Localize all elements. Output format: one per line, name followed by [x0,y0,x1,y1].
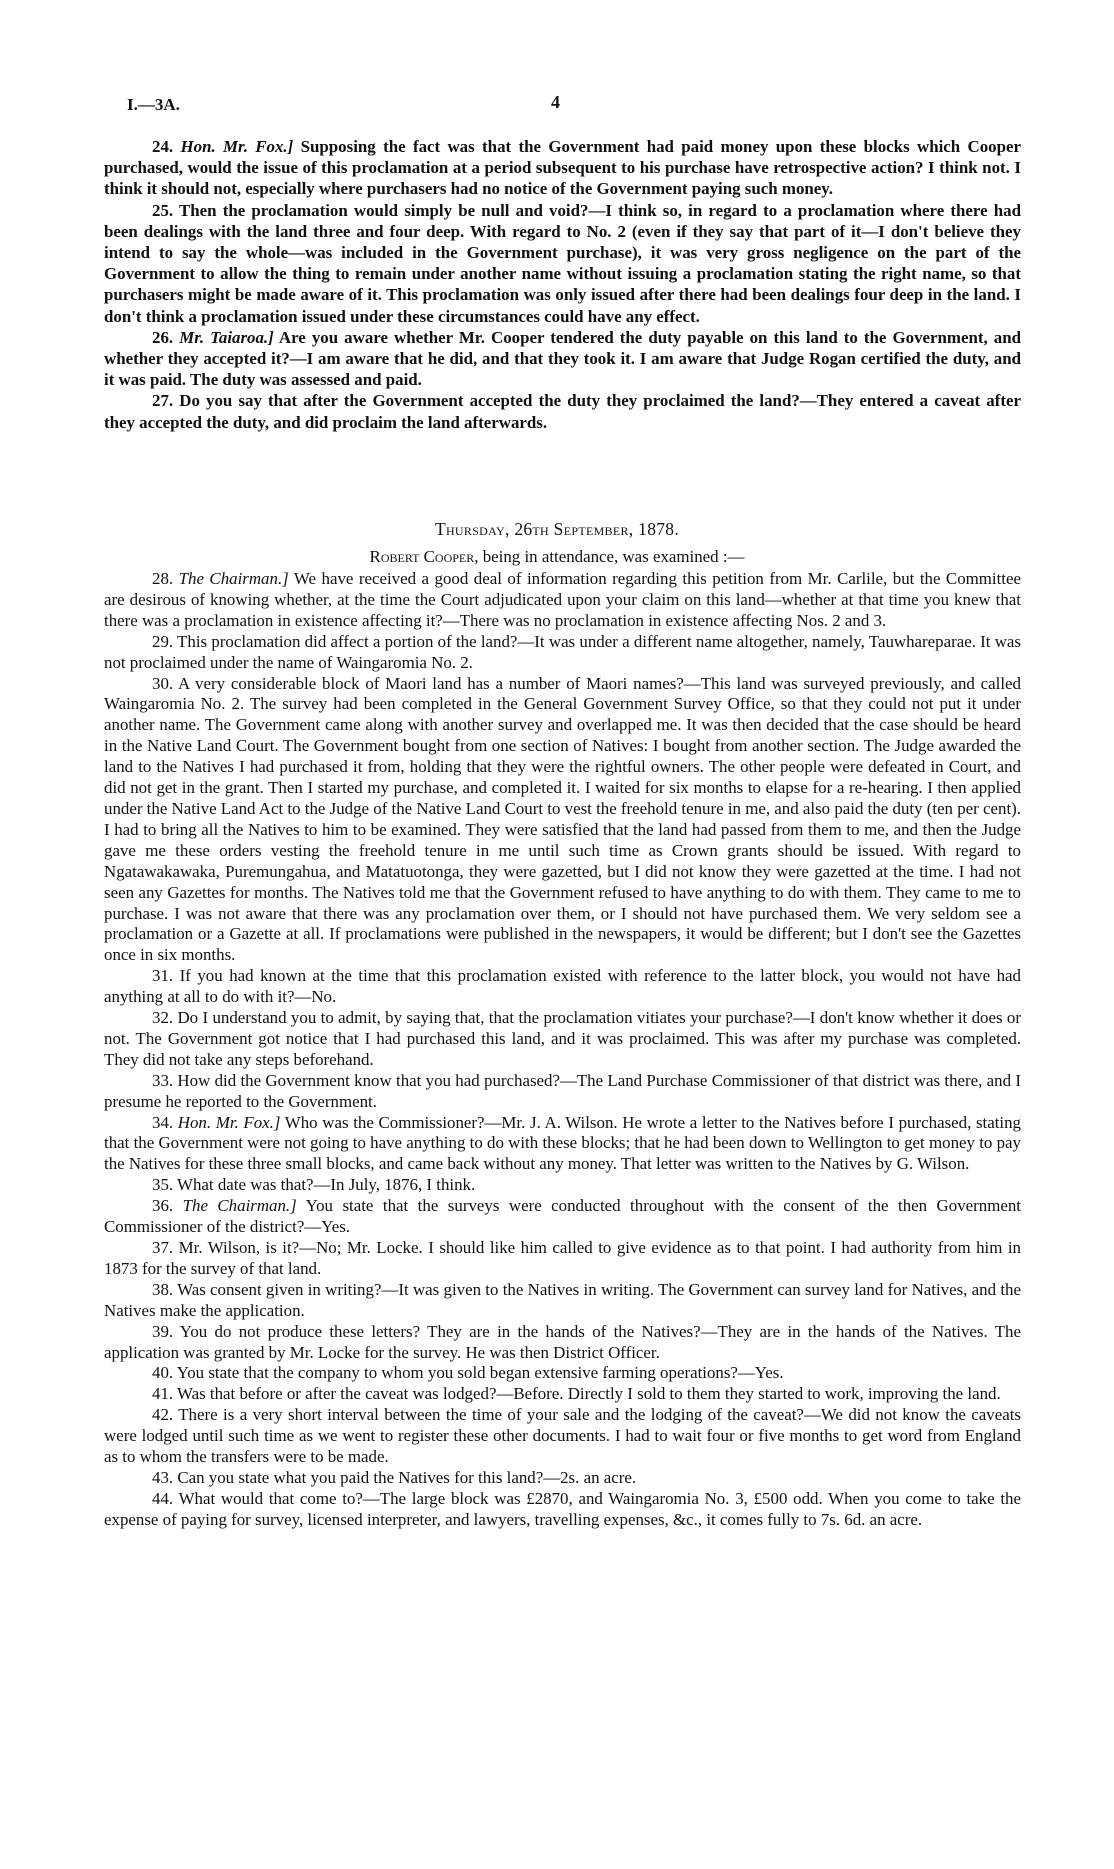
witness-name: Robert Cooper [369,547,475,566]
question-number: 34. [152,1112,174,1132]
question-text: Are you aware whether Mr. Cooper tendered the duty payable on this land to the Government, and whether they accepted it?—I am aware that he did, and that they took it. I am aware that Judge Rogan certified the duty, and it was paid. The duty was assessed and paid. [104,327,1021,390]
date-heading [0,519,1114,540]
question-number: 29. [152,631,174,651]
question-number: 25. [152,200,174,220]
question-paragraph [104,1489,1021,1531]
question-text: We have received a good deal of information regarding this petition from Mr. Carlile, but the Committee are desirous of knowing whether, at the time the Court adjudicated upon your claim on this land—whether at that time you knew that there was a proclamation in existence affecting it?—There was no proclamation in existence affecting Nos. 2 and 3. [104,569,1021,630]
question-paragraph [104,674,1021,967]
question-text: Supposing the fact was that the Government had paid money upon these blocks which Cooper purchased, would the issue of this proclamation at a period subsequent to his purchase have retrospective action? I think not. I think it should not, especially where purchasers had no notice of the Government paying such money. [104,137,1021,199]
question-number: 43. [152,1467,174,1487]
question-text: What date was that?—In July, 1876, I think. [173,1175,476,1195]
question-number: 35. [152,1175,174,1195]
question-text: Do you say that after the Government accepted the duty they proclaimed the land?—They entered a caveat after they accepted the duty, and did proclaim the land afterwards. [104,391,1021,432]
question-number: 42. [152,1405,174,1425]
question-paragraph [104,632,1021,674]
question-text: Was that before or after the caveat was lodged?—Before. Directly I sold to them they started to work, improving the land. [173,1384,1001,1404]
question-text: Who was the Commissioner?—Mr. J. A. Wilson. He wrote a letter to the Natives before I purchased, stating that the Government were not going to have anything to do with these blocks; that he had been down to Wellington to get money to pay the Natives for these three small blocks, and came back without any money. That letter was written to the Natives by G. Wilson. [104,1112,1021,1174]
question-number: 33. [152,1070,174,1090]
question-paragraph [104,1196,1021,1238]
speaker-label: The Chairman.] [182,1196,297,1216]
speaker-label: The Chairman.] [178,569,289,588]
question-text: Do I understand you to admit, by saying that, that the proclamation vitiates your purchase?—I don't know whether it does or not. The Government got notice that I had purchased this land, and it was proclaimed. This was after my purchase was completed. They did not take any steps beforehand. [104,1008,1021,1069]
question-paragraph [104,1468,1021,1489]
question-number: 40. [152,1363,174,1383]
question-paragraph [104,1363,1021,1384]
question-paragraph [104,1405,1021,1468]
question-text: There is a very short interval between the time of your sale and the lodging of the caveat?—We did not know the caveats were lodged until such time as we went to register these other documents. I had to wait four or five months to get word from England as to whom the transfers were to be made. [104,1405,1021,1467]
question-paragraph [104,200,1021,327]
question-text: This proclamation did affect a portion of the land?—It was under a different name altogether, namely, Tauwhareparae. It was not proclaimed under the name of Waingaromia No. 2. [104,631,1021,672]
question-number: 26. [152,327,174,347]
question-number: 44. [152,1488,174,1508]
question-number: 27. [152,391,174,411]
question-paragraph [104,1322,1021,1364]
evidence-section-2 [104,569,1021,1531]
question-text: You state that the surveys were conducted throughout with the consent of the then Government Commissioner of the district?—Yes. [104,1196,1021,1237]
question-text: Then the proclamation would simply be null and void?—I think so, in regard to a proclamation where there had been dealings with the land three and four deep. With regard to No. 2 (even if they say that part of it—I don't believe they intend to say the whole—was included in the Government purchase), it was very gross negligence on the part of the Government to allow the thing to remain under another name without issuing a proclamation stating the right name, so that purchasers might be made aware of it. This proclamation was only issued after there had been dealings four deep in the land. I don't think a proclamation issued under these circumstances could have any effect. [104,200,1021,326]
date-heading-text: Thursday, 26th September, 1878. [434,519,680,539]
speaker-label: Hon. Mr. Fox.] [177,1112,281,1132]
witness-text: , being in attendance, was examined :— [474,547,745,566]
question-paragraph [104,1113,1021,1176]
question-number: 37. [152,1238,174,1257]
question-text: If you had known at the time that this proclamation existed with reference to the latter block, you would not have had anything at all to do with it?—No. [104,966,1021,1007]
question-text: Mr. Wilson, is it?—No; Mr. Locke. I should like him called to give evidence as to that point. I had authority from him in 1873 for the survey of that land. [104,1238,1021,1278]
question-number: 38. [152,1279,174,1299]
question-text: Can you state what you paid the Natives for this land?—2s. an acre. [173,1467,637,1487]
question-number: 39. [152,1321,174,1341]
question-paragraph [104,1384,1021,1405]
question-paragraph [104,569,1021,632]
question-number: 36. [152,1196,174,1216]
question-text: You do not produce these letters? They are in the hands of the Natives?—They are in the hands of the Natives. The application was granted by Mr. Locke for the survey. He was then District Officer. [104,1321,1021,1362]
paper-reference: I.—3A. [127,95,180,114]
question-number: 31. [152,966,174,986]
question-number: 28. [152,569,174,588]
question-text: How did the Government know that you had purchased?—The Land Purchase Commissioner of that district was there, and I presume he reported to the Government. [104,1070,1021,1111]
question-text: A very considerable block of Maori land has a number of Maori names?—This land was surveyed previously, and called Waingaromia No. 2. The survey had been completed in the General Government Survey Office, so that they could not put it under another name. The Government came along with another survey and overlapped me. It was then decided that the case should be heard in the Native Land Court. The Government bought from one section of Natives: I bought from another section. The Judge awarded the land to the Natives I had purchased it from, holding that they were the rightful owners. The other people were defeated in Court, and did not get in the grant. Then I started my purchase, and completed it. I waited for six months to elapse for a re-hearing. I then applied under the Native Land Act to the Judge of the Native Land Court to vest the freehold tenure in me, and also paid the duty (ten per cent). I had to bring all the Natives to him to be examined. They were satisfied that the land had passed from them to me, and then the Judge gave me these orders vesting the freehold tenure in me until such time as Crown grants should be issued. With regard to Ngatawakawaka, Puremungahua, and Matatuotonga, they were gazetted, but I did not know they were gazetted at the time. I had not seen any Gazettes for months. The Natives told me that the Government refused to have anything to do with them. They came to me to purchase. I was not aware that there was any proclamation over them, or I should not have purchased them. We very seldom see a proclamation or a Gazette at all. If proclamations were published in the newspapers, it would be different; but I don't see the Gazettes once in six months. [104,673,1021,965]
question-paragraph [104,390,1021,432]
speaker-label: Hon. Mr. Fox.] [180,137,294,156]
question-text: What would that come to?—The large block was £2870, and Waingaromia No. 3, £500 odd. When you come to take the expense of paying for survey, licensed interpreter, and lawyers, travelling expenses, &c., it comes fully to 7s. 6d. an acre. [104,1488,1021,1529]
question-text: Was consent given in writing?—It was given to the Natives in writing. The Government can survey land for Natives, and the Natives make the application. [104,1279,1021,1320]
question-paragraph [104,136,1021,200]
question-number: 41. [152,1384,174,1404]
question-paragraph [104,327,1021,391]
question-paragraph [104,1280,1021,1322]
question-number: 32. [152,1008,174,1028]
question-number: 30. [152,673,174,693]
question-number: 24. [152,137,174,156]
question-text: You state that the company to whom you sold began extensive farming operations?—Yes. [173,1363,784,1383]
question-paragraph [104,1008,1021,1071]
evidence-section-1 [104,136,1021,433]
question-paragraph [104,1071,1021,1113]
question-paragraph [104,966,1021,1008]
question-paragraph [104,1175,1021,1196]
question-paragraph [104,1238,1021,1280]
witness-line [0,547,1114,567]
speaker-label: Mr. Taiaroa.] [179,327,274,347]
page-number: 4 [551,92,560,112]
